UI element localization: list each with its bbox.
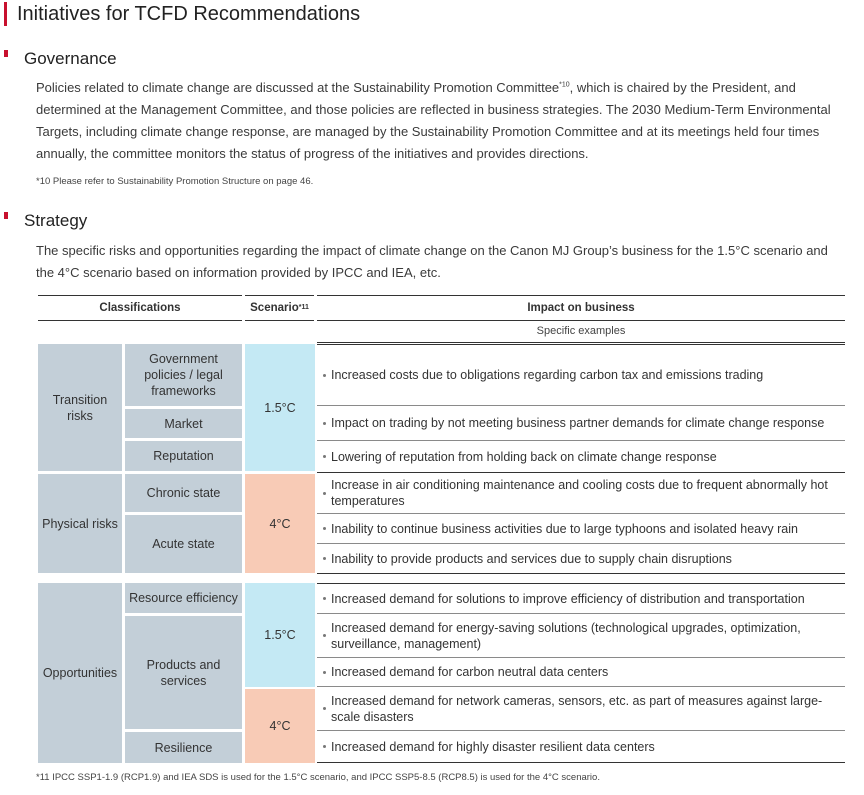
scenario-4-opportunities	[245, 689, 315, 763]
subcategory-resource-label: Resource efficiency	[129, 591, 238, 605]
strategy-heading-text: Strategy	[24, 211, 88, 230]
header-classifications: Classifications	[38, 295, 242, 321]
subcategory-resource	[125, 583, 242, 613]
subcategory-products	[125, 616, 242, 729]
group-physical-risks	[38, 474, 122, 573]
scenario-4-physical	[245, 474, 315, 573]
header-specific-examples: Specific examples	[317, 320, 845, 343]
square-bullet-icon	[4, 212, 8, 219]
impact-row: Increased costs due to obligations regarding carbon tax and emissions trading	[317, 344, 845, 406]
impact-row: Lowering of reputation from holding back on climate change response	[317, 441, 845, 473]
subcategory-market-label: Market	[164, 416, 203, 431]
scenario-4-label: 4°C	[269, 516, 291, 531]
page-title: Initiatives for TCFD Recommendations	[4, 2, 360, 26]
square-bullet-icon	[4, 50, 8, 57]
impact-row: Increased demand for network cameras, sensors, etc. as part of measures against large-scale disasters	[317, 687, 845, 731]
impact-row: Increase in air conditioning maintenance and cooling costs due to frequent abnormally hot temperatures	[317, 473, 845, 514]
group-opportunities-label: Opportunities	[42, 666, 118, 680]
subcategory-reputation-label: Reputation	[153, 449, 214, 463]
governance-heading	[4, 49, 304, 71]
subcategory-products-label: Products and services	[146, 657, 221, 688]
strategy-heading	[4, 211, 304, 233]
subcategory-government-label: Government policies / legal frameworks	[144, 352, 223, 398]
group-transition-risks	[38, 344, 122, 471]
subcategory-chronic	[125, 474, 242, 512]
governance-body: Policies related to climate change are discussed at the Sustainability Promotion Committee$^{*10}$, which is chaired by the President, and determined at the Management Committee, and those policies are reflected in business strategies. The 2030 Medium-Term Environmental Targets, including climate change response, are managed by the Sustainability Promotion Committee and at its meetings held four times annually, the committee monitors the status of progress of the initiatives and provides directions.	[36, 80, 831, 161]
footnote-11: *11 IPCC SSP1-1.9 (RCP1.9) and IEA SDS is used for the 1.5°C scenario, and IPCC SSP5-8.5 (RCP8.5) is used for the 4°C scenario.	[36, 772, 600, 783]
scenario-1-5-opportunities	[245, 583, 315, 687]
subcategory-acute-label: Acute state	[152, 537, 215, 551]
subcategory-chronic-label: Chronic state	[146, 486, 221, 500]
header-scenario-label: Scenario	[250, 302, 299, 314]
header-impact: Impact on business	[317, 295, 845, 321]
subcategory-resilience	[125, 732, 242, 763]
scenario-1-5-label: 1.5°C	[264, 628, 296, 642]
subcategory-resilience-label: Resilience	[154, 740, 213, 755]
subcategory-government	[125, 344, 242, 406]
strategy-body: The specific risks and opportunities regarding the impact of climate change on the Canon MJ Group’s business for the 1.5°C scenario and the 4°C scenario based on information provided by IPCC and IEA, etc.	[36, 243, 828, 280]
group-opportunities	[38, 583, 122, 763]
subcategory-market	[125, 409, 242, 438]
impact-row: Increased demand for carbon neutral data centers	[317, 658, 845, 687]
footnote-10: *10 Please refer to Sustainability Promotion Structure on page 46.	[36, 176, 314, 187]
group-physical-label: Physical risks	[42, 516, 118, 531]
scenario-1-5-transition	[245, 344, 315, 471]
header-scenario: Scenario *11	[245, 295, 314, 321]
subcategory-acute	[125, 515, 242, 573]
impact-row: Impact on trading by not meeting business partner demands for climate change response	[317, 406, 845, 441]
scenario-1-5-label: 1.5°C	[264, 400, 296, 415]
impact-row: Increased demand for energy-saving solutions (technological upgrades, optimization, surveillance, management)	[317, 614, 845, 658]
subcategory-reputation	[125, 441, 242, 471]
scenario-4-label: 4°C	[269, 719, 291, 733]
governance-heading-text: Governance	[24, 49, 117, 68]
impact-row: Increased demand for highly disaster resilient data centers	[317, 731, 845, 763]
impact-row: Inability to continue business activities due to large typhoons and isolated heavy rain	[317, 514, 845, 544]
impact-row: Increased demand for solutions to improve efficiency of distribution and transportation	[317, 583, 845, 614]
group-transition-label: Transition risks	[52, 392, 108, 423]
impact-row: Inability to provide products and services due to supply chain disruptions	[317, 544, 845, 574]
